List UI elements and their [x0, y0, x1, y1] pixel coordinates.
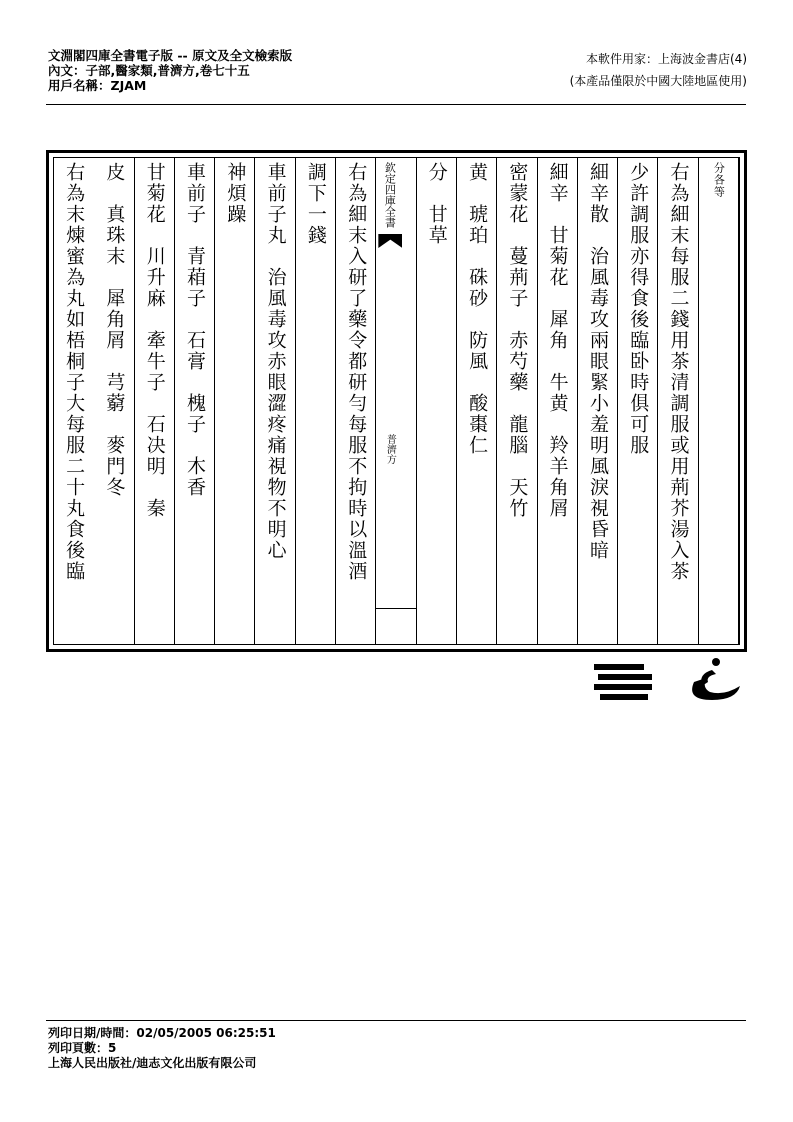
column-text: 調下一錢 [304, 162, 327, 246]
column-text: 皮 真珠末 犀角屑 芎藭 麥門冬 [103, 162, 126, 498]
banner-title: 欽定四庫全書 [383, 162, 397, 228]
banner-column [376, 158, 416, 644]
column-text: 密蒙花 蔓荊子 赤芍藥 龍腦 天竹 [506, 162, 529, 519]
text-column [255, 158, 295, 644]
publisher: 上海人民出版社/迪志文化出版有限公司 [48, 1056, 257, 1070]
text-column [175, 158, 215, 644]
header-rule [46, 104, 746, 105]
text-column [618, 158, 658, 644]
text-column [54, 158, 94, 644]
text-frame [46, 150, 747, 652]
column-text: 少許調服亦得食後臨卧時俱可服 [627, 162, 650, 456]
column-text: 車前子 青葙子 石膏 槐子 木香 [184, 162, 207, 498]
licensee-line: 本軟件用家：上海波金書店(4) [586, 52, 747, 66]
column-text: 黄 琥珀 硃砂 防風 酸棗仁 [466, 162, 489, 456]
region-notice: (本產品僅限於中國大陸地區使用) [569, 74, 747, 88]
column-text: 右為末煉蜜為丸如梧桐子大每服二十丸食後臨 [63, 162, 86, 582]
header-left [48, 48, 292, 93]
text-columns [53, 157, 740, 645]
text-column [578, 158, 618, 644]
text-column [336, 158, 376, 644]
text-column [699, 158, 739, 644]
text-column [497, 158, 537, 644]
column-text: 右為細末每服二錢用茶清調服或用荊芥湯入茶 [667, 162, 690, 582]
print-pages: 列印頁數：5 [48, 1041, 117, 1055]
header-right [570, 48, 747, 92]
header-line-3: 用戶名稱：ZJAM [48, 78, 147, 93]
column-text: 神煩躁 [224, 162, 247, 225]
column-text: 分各等 [712, 162, 726, 198]
column-text: 車前子丸 治風毒攻赤眼澀疼痛視物不明心 [264, 162, 287, 561]
column-text: 甘菊花 川升麻 牽牛子 石决明 秦 [143, 162, 166, 519]
footer [48, 1026, 276, 1071]
text-column [296, 158, 336, 644]
text-column [538, 158, 578, 644]
text-column [135, 158, 175, 644]
fishtail-mark [378, 234, 402, 248]
header-line-2: 內文：子部,醫家類,普濟方,卷七十五 [48, 63, 250, 78]
text-column [457, 158, 497, 644]
column-text: 分 甘草 [425, 162, 448, 246]
column-text: 細辛散 治風毒攻兩眼緊小羞明風淚視昏暗 [586, 162, 609, 561]
header-line-1: 文淵閣四庫全書電子版 -- 原文及全文檢索版 [48, 48, 293, 63]
banner-rule [376, 608, 415, 609]
text-column [94, 158, 134, 644]
text-column [417, 158, 457, 644]
banner-subtitle: 普濟方 [384, 434, 396, 464]
text-column [658, 158, 698, 644]
column-text: 細辛 甘菊花 犀角 牛黄 羚羊角屑 [546, 162, 569, 519]
text-column [215, 158, 255, 644]
column-text: 右為細末入研了藥令都研勻每服不拘時以溫酒 [345, 162, 368, 582]
print-datetime: 列印日期/時間：02/05/2005 06:25:51 [48, 1026, 276, 1040]
footer-rule [46, 1020, 746, 1021]
publisher-logo [594, 656, 744, 706]
